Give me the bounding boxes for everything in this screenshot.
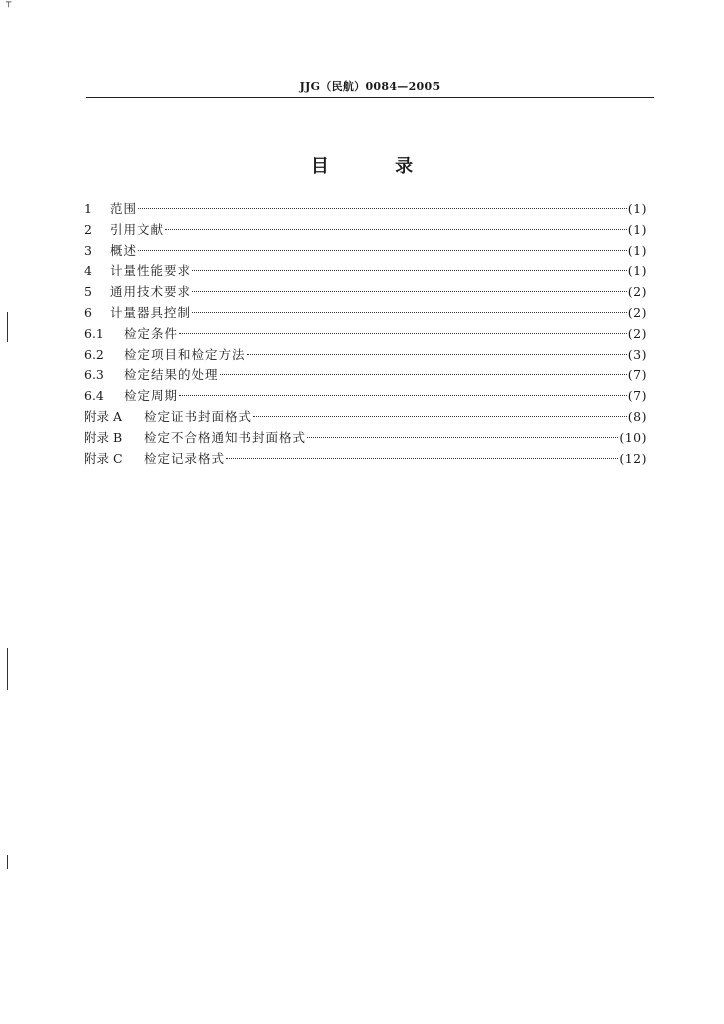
toc-entry[interactable] (84, 449, 647, 470)
toc-entry[interactable] (84, 199, 647, 220)
toc-entry-number: 附录 A (84, 408, 123, 424)
toc-entry-label: 计量性能要求 (110, 263, 192, 279)
toc-entry-label: 检定项目和检定方法 (124, 346, 246, 362)
toc-title: 目 录 (310, 156, 444, 177)
standard-code-header: JJG（民航）0084—2005 (299, 80, 441, 93)
toc-entry[interactable] (84, 345, 647, 366)
toc-leader-dots (179, 333, 627, 334)
toc-entry[interactable] (84, 241, 647, 262)
toc-leader-dots (165, 229, 627, 230)
toc-entry-number: 6.1 (84, 325, 104, 341)
toc-entry-number: 附录 C (84, 450, 123, 466)
toc-entry-label: 检定不合格通知书封面格式 (144, 429, 307, 445)
toc-leader-dots (138, 250, 627, 251)
toc-leader-dots (247, 354, 627, 355)
toc-entry-page: (12) (619, 450, 647, 466)
header-divider (86, 97, 654, 98)
toc-entry[interactable] (84, 282, 647, 303)
toc-entry-number: 2 (84, 221, 92, 237)
toc-entry-number: 1 (84, 201, 92, 216)
toc-entry-page: (2) (627, 325, 647, 341)
toc-entry-number: 6.3 (84, 367, 104, 383)
toc-entry[interactable] (84, 407, 647, 428)
scan-margin-mark (7, 648, 8, 690)
toc-entry[interactable] (84, 261, 647, 282)
scan-margin-mark (7, 312, 8, 342)
toc-entry-label: 通用技术要求 (110, 284, 192, 300)
scan-margin-mark (7, 855, 8, 869)
toc-entry-label: 检定记录格式 (144, 450, 226, 466)
toc-leader-dots (220, 374, 627, 375)
toc-entry-page: (2) (627, 284, 647, 300)
toc-entry-page: (7) (627, 388, 647, 404)
toc-entry-number: 5 (84, 284, 92, 300)
toc-leader-dots (192, 270, 627, 271)
toc-entry-page: (1) (627, 263, 647, 279)
toc-leader-dots (226, 458, 618, 459)
toc-entry[interactable] (84, 386, 647, 407)
toc-entry-number: 附录 B (84, 429, 123, 445)
toc-entry-page: (2) (627, 304, 647, 320)
toc-entry-number: 3 (84, 242, 92, 258)
toc-entry-page: (10) (619, 429, 647, 445)
toc-entry-number: 4 (84, 263, 92, 279)
toc-entry-number: 6.2 (84, 346, 104, 362)
toc-entry-label: 范围 (110, 201, 138, 216)
toc-entry[interactable] (84, 365, 647, 386)
toc-leader-dots (179, 395, 627, 396)
toc-entry-label: 检定条件 (124, 325, 179, 341)
toc-entry-page: (1) (627, 201, 647, 216)
toc-entry-label: 概述 (110, 242, 138, 258)
toc-entry-page: (8) (627, 408, 647, 424)
toc-entry-page: (1) (627, 221, 647, 237)
toc-leader-dots (192, 291, 627, 292)
toc-leader-dots (138, 208, 627, 209)
toc-entry[interactable] (84, 324, 647, 345)
toc-entry-page: (1) (627, 242, 647, 258)
corner-scan-mark: ┬ (6, 0, 12, 8)
toc-entry-label: 检定周期 (124, 388, 179, 404)
toc-leader-dots (307, 437, 618, 438)
toc-entry[interactable] (84, 428, 647, 449)
toc-entry-page: (3) (627, 346, 647, 362)
toc-entry-label: 检定结果的处理 (124, 367, 219, 383)
toc-entry-label: 检定证书封面格式 (144, 408, 253, 424)
toc-leader-dots (253, 416, 627, 417)
toc-entry-number: 6 (84, 304, 92, 320)
toc-entry-page: (7) (627, 367, 647, 383)
table-of-contents (84, 199, 647, 469)
toc-entry-number: 6.4 (84, 388, 104, 404)
toc-entry[interactable] (84, 220, 647, 241)
toc-entry[interactable] (84, 303, 647, 324)
toc-entry-label: 计量器具控制 (110, 304, 192, 320)
toc-leader-dots (192, 312, 627, 313)
toc-entry-label: 引用文献 (110, 221, 165, 237)
